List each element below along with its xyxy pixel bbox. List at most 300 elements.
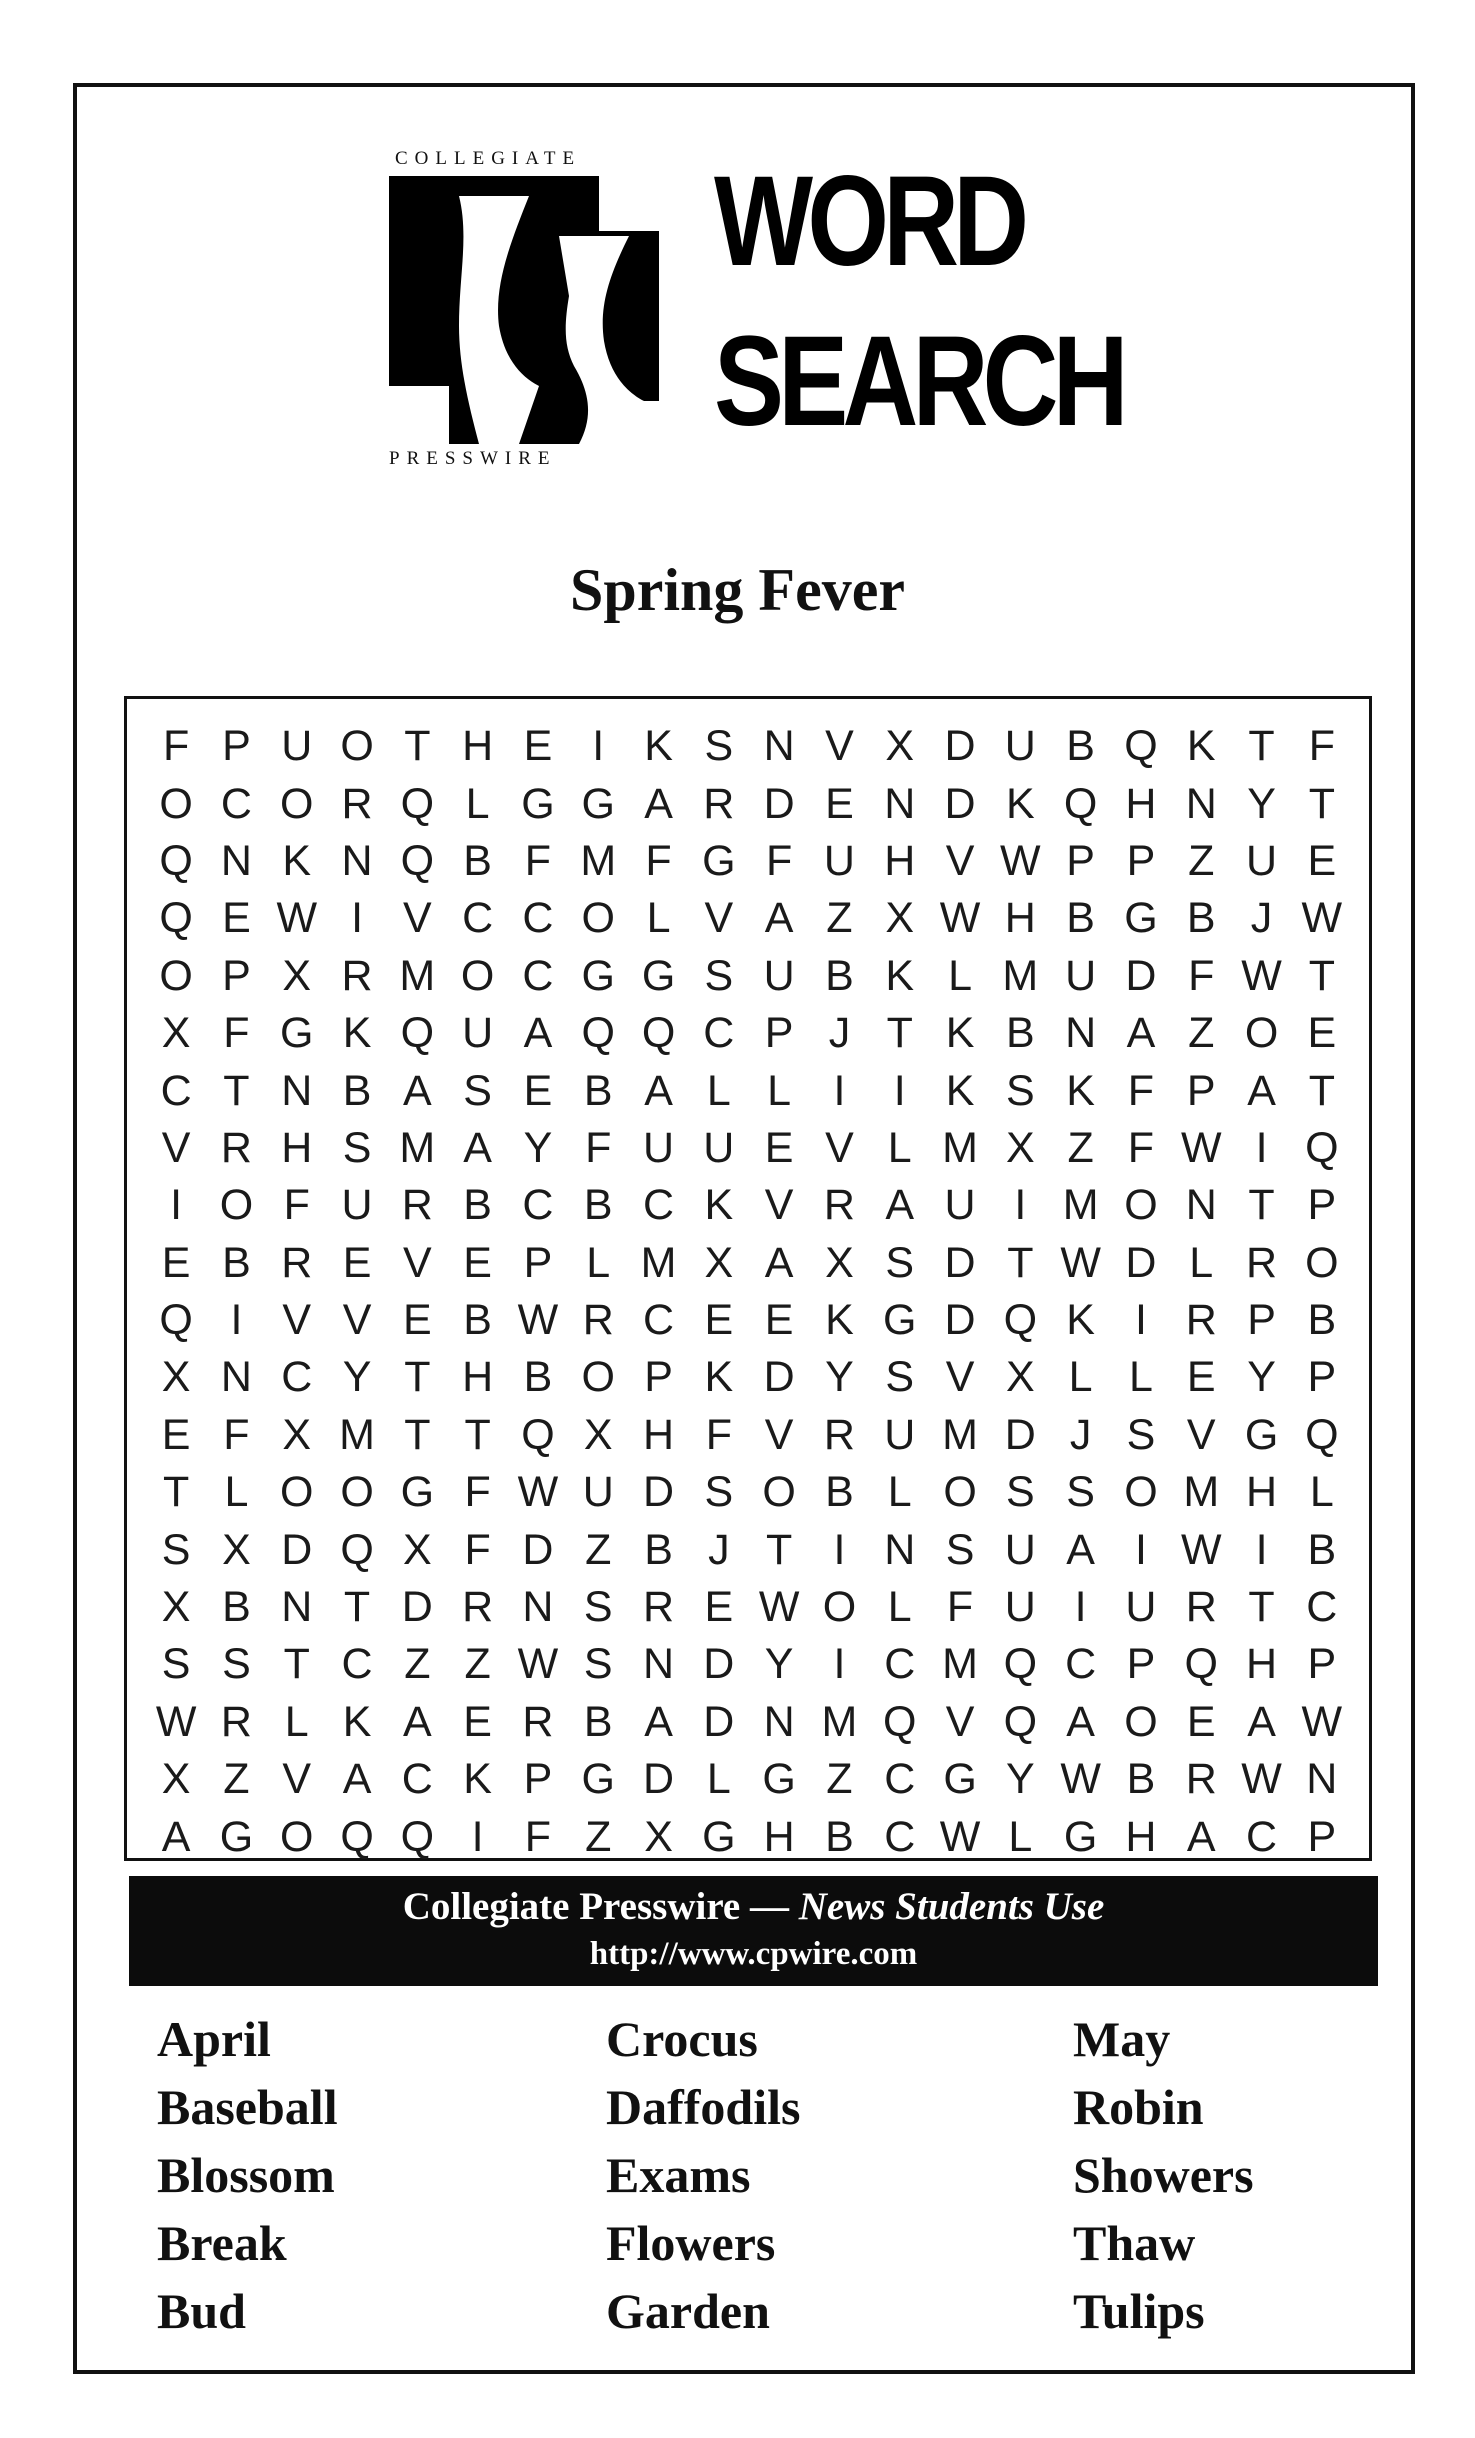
grid-letter: K bbox=[282, 836, 312, 885]
grid-letter: W bbox=[1180, 1123, 1222, 1172]
word-column-1 bbox=[157, 2005, 338, 2345]
grid-letter: X bbox=[161, 1009, 191, 1058]
grid-letter: T bbox=[1248, 722, 1275, 771]
grid-letter: Z bbox=[223, 1755, 250, 1804]
grid-letter: E bbox=[402, 1296, 432, 1345]
grid-letter: Q bbox=[400, 1812, 435, 1861]
grid-letter: A bbox=[1186, 1812, 1216, 1861]
grid-letter: U bbox=[1065, 951, 1097, 1000]
grid-letter: X bbox=[161, 1583, 191, 1632]
grid-letter: M bbox=[1062, 1181, 1099, 1230]
grid-letter: X bbox=[282, 951, 312, 1000]
grid-letter: F bbox=[223, 1009, 250, 1058]
grid-letter: J bbox=[708, 1525, 730, 1574]
grid-letter: E bbox=[222, 894, 251, 943]
grid-letter: W bbox=[1301, 894, 1343, 943]
grid-letter: C bbox=[522, 894, 554, 943]
grid-letter: Y bbox=[1247, 779, 1276, 828]
grid-letter: S bbox=[945, 1525, 975, 1574]
grid-letter: C bbox=[643, 1296, 675, 1345]
grid-letter: A bbox=[644, 779, 673, 828]
grid-letter: E bbox=[463, 1697, 492, 1746]
grid-letter: U bbox=[1004, 1525, 1036, 1574]
grid-letter: D bbox=[1125, 1238, 1157, 1287]
grid-letter: D bbox=[944, 779, 976, 828]
word-item: May bbox=[1073, 2011, 1171, 2067]
grid-letter: P bbox=[1307, 1353, 1337, 1402]
grid-letter: W bbox=[1241, 1755, 1282, 1804]
grid-letter: K bbox=[644, 722, 673, 771]
banner-tagline bbox=[129, 1882, 1378, 1932]
grid-letter: O bbox=[581, 1353, 615, 1402]
grid-letter: I bbox=[1255, 1123, 1268, 1172]
grid-letter: S bbox=[583, 1583, 613, 1632]
grid-letter: W bbox=[276, 894, 318, 943]
grid-letter: P bbox=[523, 1238, 553, 1287]
grid-letter: S bbox=[885, 1238, 915, 1287]
grid-letter: Q bbox=[521, 1410, 555, 1459]
grid-letter: D bbox=[944, 1296, 976, 1345]
grid-letter: R bbox=[522, 1697, 554, 1746]
word-column-3 bbox=[1073, 2005, 1254, 2345]
grid-letter: Z bbox=[826, 894, 853, 943]
grid-letter: B bbox=[1307, 1525, 1337, 1574]
grid-letter: Z bbox=[585, 1525, 612, 1574]
grid-letter: D bbox=[522, 1525, 554, 1574]
grid-letter: Z bbox=[404, 1640, 431, 1689]
grid-letter: S bbox=[885, 1353, 915, 1402]
grid-letter: Q bbox=[1184, 1640, 1218, 1689]
grid-letter: F bbox=[585, 1123, 612, 1172]
grid-letter: Q bbox=[1124, 722, 1158, 771]
grid-letter: I bbox=[833, 1066, 846, 1115]
grid-letter: A bbox=[764, 1238, 794, 1287]
grid-letter: F bbox=[1308, 722, 1335, 771]
grid-letter: M bbox=[640, 1238, 677, 1287]
grid-letter: N bbox=[281, 1066, 313, 1115]
grid-letter: B bbox=[342, 1066, 372, 1115]
grid-letter: A bbox=[1247, 1066, 1276, 1115]
grid-letter: X bbox=[161, 1353, 191, 1402]
grid-letter: E bbox=[704, 1296, 734, 1345]
grid-letter: F bbox=[163, 722, 190, 771]
word-item: April bbox=[157, 2011, 271, 2067]
grid-letter: F bbox=[223, 1410, 250, 1459]
banner-url: http://www.cpwire.com bbox=[589, 1936, 918, 1972]
grid-letter: A bbox=[885, 1181, 915, 1230]
grid-letter: M bbox=[399, 1123, 436, 1172]
grid-letter: I bbox=[1074, 1583, 1087, 1632]
grid-letter: C bbox=[401, 1755, 433, 1804]
grid-letter: O bbox=[460, 951, 495, 1000]
grid-letter: V bbox=[1186, 1410, 1216, 1459]
grid-letter: O bbox=[822, 1583, 857, 1632]
grid-letter: U bbox=[1004, 1583, 1036, 1632]
grid-letter: R bbox=[643, 1583, 675, 1632]
grid-letter: L bbox=[224, 1468, 249, 1517]
logo-top-text: COLLEGIATE bbox=[395, 148, 582, 169]
grid-letter: T bbox=[283, 1640, 310, 1689]
logo bbox=[389, 148, 1165, 472]
grid-letter: B bbox=[463, 1296, 492, 1345]
grid-letter: M bbox=[942, 1410, 978, 1459]
grid-letter: X bbox=[1005, 1353, 1035, 1402]
grid-letter: Q bbox=[1063, 779, 1098, 828]
grid-letter: R bbox=[1185, 1755, 1217, 1804]
grid-letter: F bbox=[1127, 1123, 1155, 1172]
grid-letter: B bbox=[1126, 1755, 1156, 1804]
grid-letter: N bbox=[763, 722, 795, 771]
grid-letter: Z bbox=[464, 1640, 491, 1689]
grid-letter: Q bbox=[400, 1009, 435, 1058]
grid-letter: F bbox=[464, 1525, 491, 1574]
grid-letter: W bbox=[758, 1583, 800, 1632]
grid-letter: I bbox=[1014, 1181, 1027, 1230]
grid-letter: W bbox=[1180, 1525, 1222, 1574]
grid-letter: U bbox=[1125, 1583, 1157, 1632]
grid-letter: L bbox=[1068, 1353, 1093, 1402]
grid-letter: G bbox=[581, 951, 615, 1000]
grid-letter: U bbox=[281, 722, 313, 771]
grid-letter: A bbox=[1247, 1697, 1276, 1746]
grid-letter: R bbox=[341, 951, 373, 1000]
grid-letter: P bbox=[1066, 836, 1095, 885]
grid-letter: R bbox=[341, 779, 373, 828]
grid-letter: L bbox=[284, 1697, 309, 1746]
grid-letter: L bbox=[767, 1066, 792, 1115]
grid-letter: P bbox=[1186, 1066, 1216, 1115]
grid-letter: B bbox=[523, 1353, 553, 1402]
grid-letter: R bbox=[582, 1296, 614, 1345]
grid-letter: F bbox=[705, 1410, 732, 1459]
grid-letter: G bbox=[1244, 1410, 1279, 1459]
grid-letter: B bbox=[1307, 1296, 1337, 1345]
grid-letter: C bbox=[522, 951, 554, 1000]
grid-letter: Q bbox=[1003, 1640, 1038, 1689]
word-item: Tulips bbox=[1073, 2283, 1205, 2339]
grid-letter: S bbox=[704, 722, 734, 771]
grid-letter: U bbox=[341, 1181, 373, 1230]
grid-letter: N bbox=[1306, 1755, 1338, 1804]
grid-letter: H bbox=[1246, 1640, 1278, 1689]
grid-letter: E bbox=[1307, 1009, 1337, 1058]
grid-letter: C bbox=[643, 1181, 675, 1230]
grid-letter: S bbox=[463, 1066, 492, 1115]
grid-letter: R bbox=[462, 1583, 494, 1632]
puzzle-title: Spring Fever bbox=[570, 557, 905, 623]
grid-letter: X bbox=[1005, 1123, 1035, 1172]
grid-letter: H bbox=[462, 1353, 494, 1402]
grid-letter: I bbox=[351, 894, 364, 943]
grid-letter: C bbox=[884, 1640, 916, 1689]
grid-letter: D bbox=[944, 722, 976, 771]
grid-letter: Z bbox=[1188, 1009, 1215, 1058]
grid-letter: W bbox=[155, 1697, 197, 1746]
grid-letter: G bbox=[581, 1755, 615, 1804]
grid-letter: Z bbox=[1067, 1123, 1094, 1172]
grid-letter: L bbox=[948, 951, 972, 1000]
grid-letter: M bbox=[339, 1410, 375, 1459]
grid-letter: N bbox=[522, 1583, 554, 1632]
grid-letter: G bbox=[883, 1296, 917, 1345]
grid-letter: N bbox=[763, 1697, 795, 1746]
grid-letter: X bbox=[222, 1525, 251, 1574]
grid-letter: A bbox=[342, 1755, 372, 1804]
grid-letter: N bbox=[884, 779, 916, 828]
grid-letter: K bbox=[704, 1181, 734, 1230]
grid-letter: I bbox=[833, 1640, 846, 1689]
grid-letter: T bbox=[1308, 951, 1335, 1000]
grid-letter: C bbox=[281, 1353, 313, 1402]
grid-letter: N bbox=[220, 836, 252, 885]
grid-letter: O bbox=[1124, 1181, 1158, 1230]
cp-logo-icon bbox=[389, 176, 659, 444]
grid-letter: E bbox=[342, 1238, 372, 1287]
grid-letter: X bbox=[161, 1755, 191, 1804]
grid-letter: N bbox=[281, 1583, 313, 1632]
grid-letter: B bbox=[583, 1181, 613, 1230]
grid-letter: D bbox=[1125, 951, 1157, 1000]
grid-letter: N bbox=[643, 1640, 675, 1689]
word-item: Garden bbox=[606, 2283, 770, 2339]
grid-letter: B bbox=[583, 1066, 613, 1115]
grid-letter: M bbox=[1183, 1468, 1220, 1517]
grid-letter: B bbox=[1066, 722, 1095, 771]
grid-letter: M bbox=[1002, 951, 1039, 1000]
grid-letter: K bbox=[945, 1009, 975, 1058]
grid-letter: T bbox=[404, 722, 431, 771]
grid-letter: Q bbox=[400, 779, 435, 828]
grid-letter: O bbox=[219, 1181, 254, 1230]
grid-letter: S bbox=[161, 1640, 191, 1689]
grid-letter: E bbox=[463, 1238, 492, 1287]
grid-letter: I bbox=[1134, 1296, 1147, 1345]
grid-letter: N bbox=[1185, 1181, 1217, 1230]
grid-letter: L bbox=[887, 1468, 912, 1517]
grid-letter: H bbox=[884, 836, 916, 885]
grid-letter: V bbox=[282, 1755, 312, 1804]
grid-letter: L bbox=[706, 1066, 731, 1115]
grid-letter: J bbox=[1069, 1410, 1092, 1459]
grid-letter: O bbox=[1305, 1238, 1339, 1287]
grid-letter: O bbox=[340, 722, 374, 771]
grid-letter: Z bbox=[585, 1812, 612, 1861]
grid-letter: G bbox=[702, 836, 736, 885]
grid-letter: D bbox=[281, 1525, 313, 1574]
grid-letter: S bbox=[161, 1525, 191, 1574]
grid-letter: F bbox=[645, 836, 672, 885]
grid-letter: D bbox=[703, 1640, 735, 1689]
grid-letter: C bbox=[160, 1066, 192, 1115]
grid-letter: E bbox=[764, 1296, 794, 1345]
grid-letter: O bbox=[762, 1468, 796, 1517]
word-item: Blossom bbox=[157, 2147, 335, 2203]
grid-letter: G bbox=[400, 1468, 435, 1517]
grid-letter: O bbox=[340, 1468, 374, 1517]
grid-letter: O bbox=[943, 1468, 977, 1517]
grid-letter: B bbox=[825, 951, 854, 1000]
grid-letter: G bbox=[521, 779, 555, 828]
grid-letter: A bbox=[463, 1123, 492, 1172]
grid-letter: B bbox=[825, 1468, 854, 1517]
grid-letter: O bbox=[581, 894, 615, 943]
grid-letter: C bbox=[462, 894, 494, 943]
grid-letter: Q bbox=[340, 1525, 374, 1574]
grid-letter: A bbox=[523, 1009, 553, 1058]
grid-letter: X bbox=[704, 1238, 734, 1287]
grid-letter: H bbox=[1125, 779, 1157, 828]
grid-letter: K bbox=[1066, 1296, 1095, 1345]
word-item: Break bbox=[157, 2215, 287, 2271]
grid-letter: B bbox=[222, 1238, 251, 1287]
grid-letter: Y bbox=[342, 1353, 372, 1402]
grid-letter: U bbox=[823, 836, 855, 885]
grid-letter: E bbox=[704, 1583, 734, 1632]
grid-letter: S bbox=[704, 951, 734, 1000]
grid-letter: P bbox=[1126, 836, 1156, 885]
grid-letter: R bbox=[1185, 1296, 1217, 1345]
grid-letter: T bbox=[163, 1468, 190, 1517]
grid-letter: L bbox=[1008, 1812, 1033, 1861]
word-item: Thaw bbox=[1073, 2215, 1196, 2271]
grid-letter: W bbox=[1000, 836, 1041, 885]
grid-letter: U bbox=[462, 1009, 494, 1058]
word-item: Bud bbox=[157, 2283, 246, 2339]
grid-letter: L bbox=[646, 894, 671, 943]
grid-letter: V bbox=[945, 836, 975, 885]
grid-letter: O bbox=[280, 1468, 314, 1517]
grid-letter: V bbox=[704, 894, 734, 943]
grid-letter: A bbox=[161, 1812, 191, 1861]
grid-letter: D bbox=[703, 1697, 735, 1746]
grid-letter: I bbox=[1255, 1525, 1268, 1574]
grid-letter: S bbox=[1005, 1066, 1035, 1115]
grid-letter: P bbox=[1307, 1812, 1337, 1861]
grid-letter: A bbox=[1066, 1697, 1095, 1746]
grid-letter: N bbox=[341, 836, 373, 885]
grid-letter: D bbox=[763, 1353, 795, 1402]
grid-letter: K bbox=[463, 1755, 492, 1804]
grid-letter: P bbox=[1307, 1181, 1337, 1230]
grid-letter: G bbox=[1063, 1812, 1098, 1861]
word-item: Crocus bbox=[606, 2011, 758, 2067]
grid-letter: R bbox=[823, 1181, 855, 1230]
grid-letter: H bbox=[1125, 1812, 1157, 1861]
grid-letter: V bbox=[764, 1410, 794, 1459]
grid-letter: H bbox=[1004, 894, 1036, 943]
banner-slogan: News Students Use bbox=[798, 1885, 1105, 1928]
grid-letter: P bbox=[1126, 1640, 1156, 1689]
grid-letter: D bbox=[944, 1238, 976, 1287]
grid-letter: I bbox=[592, 722, 605, 771]
grid-letter: P bbox=[764, 1009, 794, 1058]
grid-letter: K bbox=[945, 1066, 975, 1115]
grid-letter: Y bbox=[825, 1353, 854, 1402]
grid-letter: L bbox=[465, 779, 490, 828]
grid-letter: V bbox=[825, 722, 854, 771]
grid-letter: B bbox=[1186, 894, 1216, 943]
grid-letter: V bbox=[945, 1697, 975, 1746]
grid-letter: Y bbox=[1247, 1353, 1276, 1402]
grid-letter: P bbox=[1247, 1296, 1276, 1345]
grid-letter: Q bbox=[400, 836, 435, 885]
grid-letter: W bbox=[939, 1812, 981, 1861]
word-item: Daffodils bbox=[606, 2079, 801, 2135]
grid-letter: G bbox=[1124, 894, 1158, 943]
grid-letter: F bbox=[1188, 951, 1215, 1000]
grid-letter: A bbox=[402, 1697, 432, 1746]
grid-letter: I bbox=[471, 1812, 484, 1861]
grid-letter: K bbox=[342, 1009, 372, 1058]
grid-letter: Y bbox=[523, 1123, 553, 1172]
grid-letter: V bbox=[825, 1123, 854, 1172]
grid-letter: U bbox=[763, 951, 795, 1000]
grid-letter: B bbox=[644, 1525, 673, 1574]
grid-letter: L bbox=[1189, 1238, 1214, 1287]
grid-letter: F bbox=[524, 1812, 552, 1861]
grid-letter: W bbox=[1301, 1697, 1343, 1746]
logo-search: SEARCH bbox=[714, 310, 1123, 453]
word-item: Showers bbox=[1073, 2147, 1254, 2203]
grid-letter: O bbox=[1124, 1468, 1158, 1517]
grid-letter: K bbox=[1005, 779, 1035, 828]
grid-letter: W bbox=[939, 894, 981, 943]
grid-letter: L bbox=[887, 1123, 912, 1172]
grid-letter: S bbox=[222, 1640, 251, 1689]
grid-letter: V bbox=[282, 1296, 312, 1345]
grid-letter: U bbox=[643, 1123, 675, 1172]
grid-letter: P bbox=[222, 951, 251, 1000]
grid-letter: X bbox=[402, 1525, 432, 1574]
grid-letter: I bbox=[893, 1066, 906, 1115]
grid-letter: G bbox=[702, 1812, 736, 1861]
word-column-2 bbox=[606, 2005, 800, 2345]
grid-letter: T bbox=[223, 1066, 250, 1115]
grid-letter: V bbox=[945, 1353, 975, 1402]
grid-letter: B bbox=[583, 1697, 613, 1746]
grid-letter: R bbox=[1246, 1238, 1278, 1287]
grid-letter: A bbox=[764, 894, 794, 943]
grid-letter: S bbox=[1126, 1410, 1156, 1459]
grid-letter: D bbox=[1004, 1410, 1036, 1459]
grid-letter: V bbox=[161, 1123, 191, 1172]
grid-letter: R bbox=[401, 1181, 433, 1230]
grid-letter: U bbox=[1004, 722, 1036, 771]
banner-publisher: Collegiate Presswire — bbox=[402, 1885, 799, 1928]
grid-letter: L bbox=[706, 1755, 731, 1804]
grid-letter: W bbox=[517, 1468, 559, 1517]
grid-letter: Q bbox=[1305, 1410, 1339, 1459]
grid-letter: S bbox=[1066, 1468, 1095, 1517]
grid-letter: B bbox=[463, 836, 492, 885]
grid-letter: E bbox=[161, 1410, 191, 1459]
grid-letter: K bbox=[704, 1353, 734, 1402]
grid-letter: K bbox=[1066, 1066, 1095, 1115]
grid-letter: S bbox=[583, 1640, 613, 1689]
grid-letter: R bbox=[220, 1697, 252, 1746]
grid-letter: F bbox=[946, 1583, 974, 1632]
grid-letter: C bbox=[341, 1640, 373, 1689]
grid-letter: Q bbox=[581, 1009, 615, 1058]
grid-letter: D bbox=[643, 1468, 675, 1517]
grid-letter: Q bbox=[159, 894, 193, 943]
grid-letter: C bbox=[703, 1009, 735, 1058]
grid-letter: F bbox=[524, 836, 552, 885]
grid-letter: T bbox=[464, 1410, 491, 1459]
grid-letter: X bbox=[282, 1410, 312, 1459]
grid-letter: U bbox=[884, 1410, 916, 1459]
grid-letter: E bbox=[1186, 1353, 1216, 1402]
